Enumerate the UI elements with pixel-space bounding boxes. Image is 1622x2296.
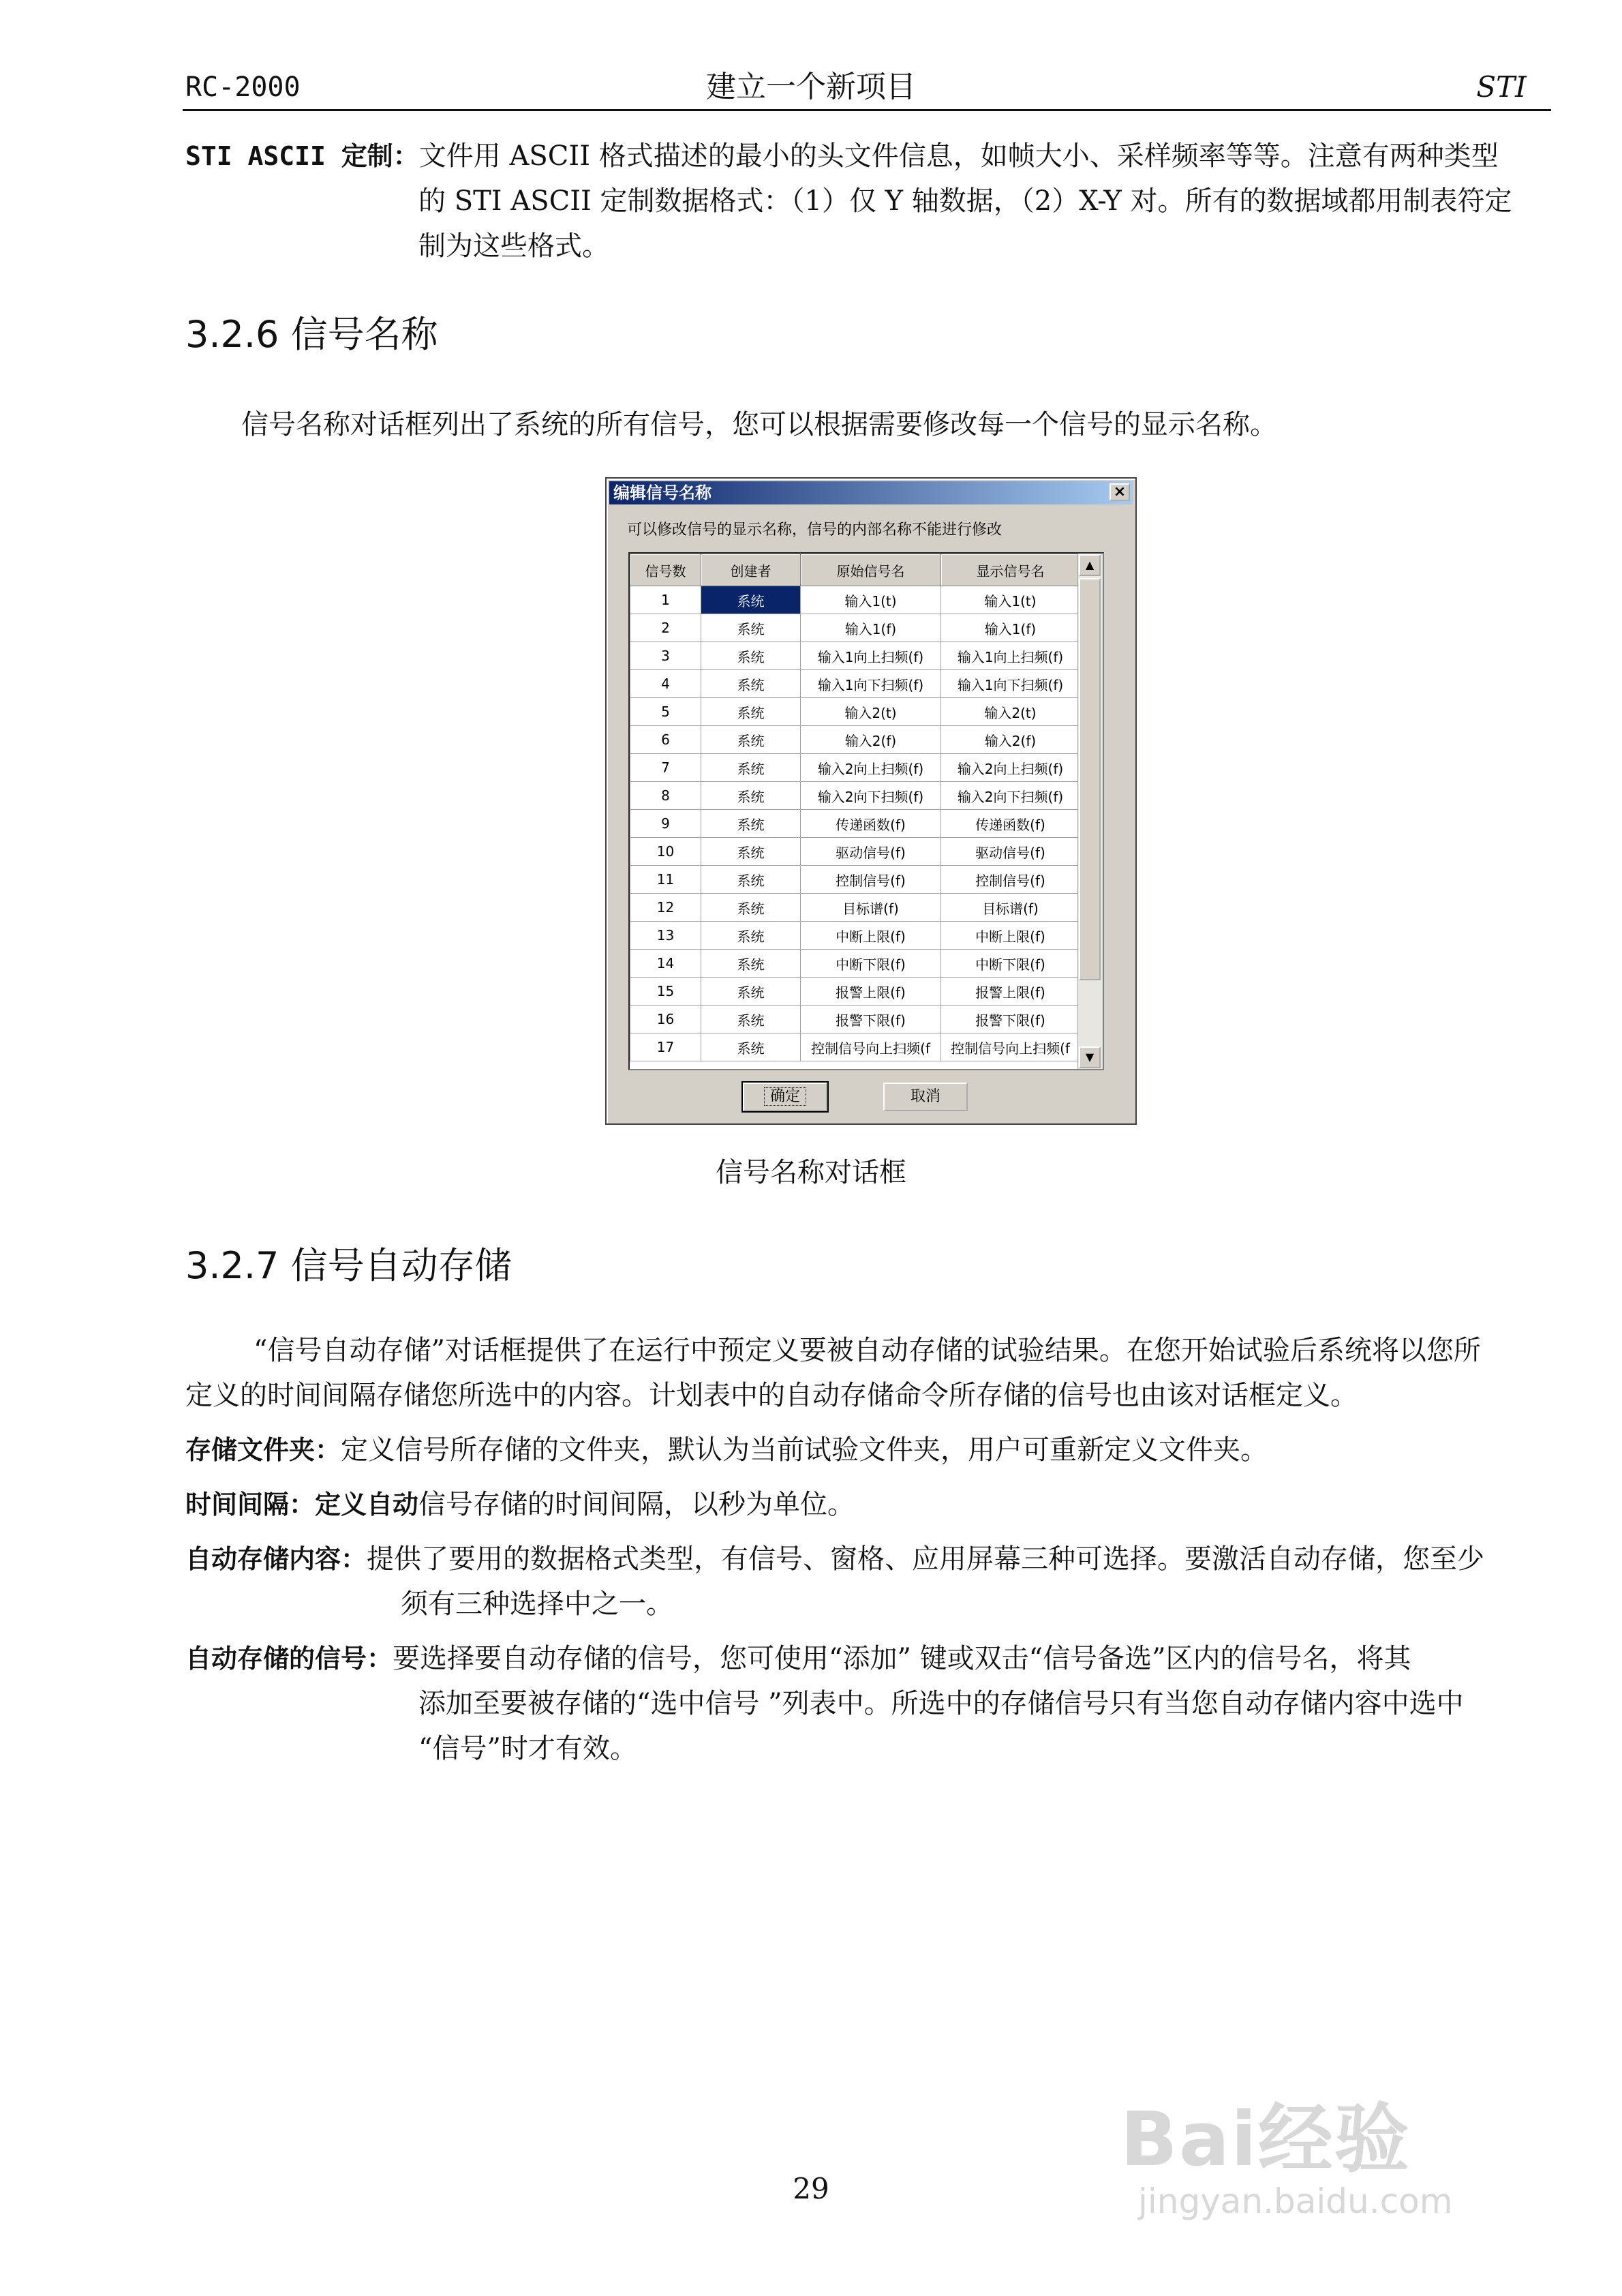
cell-original-name: 传递函数(f) bbox=[801, 810, 941, 838]
baidu-watermark bbox=[1120, 2079, 1502, 2229]
table-row[interactable] bbox=[630, 1033, 1080, 1061]
cell-index: 8 bbox=[630, 782, 701, 810]
cell-original-name: 目标谱(f) bbox=[801, 894, 941, 922]
table-row[interactable] bbox=[630, 950, 1080, 978]
cell-index: 5 bbox=[630, 698, 701, 726]
cell-original-name: 控制信号(f) bbox=[801, 866, 941, 894]
cell-creator: 系统 bbox=[701, 698, 801, 726]
cell-display-name[interactable]: 输入1(f) bbox=[941, 614, 1080, 642]
signals-term: 自动存储的信号： bbox=[185, 1644, 393, 1674]
cell-display-name[interactable]: 目标谱(f) bbox=[941, 894, 1080, 922]
cell-display-name[interactable]: 驱动信号(f) bbox=[941, 838, 1080, 866]
cell-display-name[interactable]: 控制信号向上扫频(f bbox=[941, 1033, 1080, 1061]
column-header-display-name[interactable]: 显示信号名 bbox=[941, 554, 1080, 586]
column-header-original-name[interactable]: 原始信号名 bbox=[801, 554, 941, 586]
cell-creator: 系统 bbox=[701, 782, 801, 810]
cell-original-name: 报警下限(f) bbox=[801, 1006, 941, 1033]
cell-creator: 系统 bbox=[701, 586, 801, 614]
cell-creator: 系统 bbox=[701, 978, 801, 1006]
content-term: 自动存储内容： bbox=[185, 1544, 367, 1574]
table-row[interactable] bbox=[630, 810, 1080, 838]
section-327-p1-line2: 定义的时间间隔存储您所选中的内容。计划表中的自动存储命令所存储的信号也由该对话框定义。 bbox=[185, 1380, 1358, 1411]
cell-index: 11 bbox=[630, 866, 701, 894]
signals-text-3: “信号”时才有效。 bbox=[418, 1733, 637, 1764]
cell-display-name[interactable]: 传递函数(f) bbox=[941, 810, 1080, 838]
cell-original-name: 输入1向上扫频(f) bbox=[801, 642, 941, 670]
scroll-up-icon[interactable]: ▲ bbox=[1079, 554, 1101, 576]
page-number: 29 bbox=[793, 2172, 829, 2205]
section-heading-326: 3.2.6 信号名称 bbox=[185, 313, 438, 356]
table-row[interactable] bbox=[630, 866, 1080, 894]
cell-original-name: 控制信号向上扫频(f bbox=[801, 1033, 941, 1061]
cell-display-name[interactable]: 控制信号(f) bbox=[941, 866, 1080, 894]
cell-creator: 系统 bbox=[701, 922, 801, 950]
ascii-def-line2: 的 STI ASCII 定制数据格式：（1）仅 Y 轴数据，（2）X-Y 对。所有的数据域都用制表符定 bbox=[418, 185, 1512, 217]
cell-index: 3 bbox=[630, 642, 701, 670]
signals-text-1: 要选择要自动存储的信号，您可使用“添加” 键或双击“信号备选”区内的信号名，将其 bbox=[393, 1643, 1411, 1674]
cell-display-name[interactable]: 输入1(t) bbox=[941, 586, 1080, 614]
cell-display-name[interactable]: 中断下限(f) bbox=[941, 950, 1080, 978]
dialog-note: 可以修改信号的显示名称，信号的内部名称不能进行修改 bbox=[627, 522, 1003, 539]
table-row[interactable] bbox=[630, 978, 1080, 1006]
cell-creator: 系统 bbox=[701, 670, 801, 698]
table-row[interactable] bbox=[630, 922, 1080, 950]
cell-display-name[interactable]: 输入2(f) bbox=[941, 726, 1080, 754]
cell-index: 9 bbox=[630, 810, 701, 838]
cell-creator: 系统 bbox=[701, 726, 801, 754]
cell-creator: 系统 bbox=[701, 1033, 801, 1061]
signal-table bbox=[630, 554, 1080, 1061]
ascii-def-term: STI ASCII 定制： bbox=[185, 141, 419, 171]
table-row[interactable] bbox=[630, 670, 1080, 698]
cell-index: 14 bbox=[630, 950, 701, 978]
column-header-creator[interactable]: 创建者 bbox=[701, 554, 801, 586]
cell-original-name: 输入2(t) bbox=[801, 698, 941, 726]
cell-original-name: 中断下限(f) bbox=[801, 950, 941, 978]
interval-term: 时间间隔：定义自动 bbox=[185, 1490, 419, 1520]
cell-display-name[interactable]: 输入1向上扫频(f) bbox=[941, 642, 1080, 670]
cell-index: 17 bbox=[630, 1033, 701, 1061]
watermark-url: jingyan.baidu.com bbox=[1138, 2181, 1453, 2221]
table-row[interactable] bbox=[630, 698, 1080, 726]
table-row[interactable] bbox=[630, 754, 1080, 782]
close-icon[interactable]: × bbox=[1110, 483, 1130, 501]
cell-creator: 系统 bbox=[701, 950, 801, 978]
folder-definition bbox=[185, 1428, 1268, 1472]
cell-display-name[interactable]: 报警上限(f) bbox=[941, 978, 1080, 1006]
cell-creator: 系统 bbox=[701, 838, 801, 866]
signal-grid[interactable] bbox=[628, 552, 1104, 1070]
cell-index: 10 bbox=[630, 838, 701, 866]
cell-index: 16 bbox=[630, 1006, 701, 1033]
scroll-down-icon[interactable]: ▼ bbox=[1079, 1046, 1101, 1068]
scroll-thumb[interactable] bbox=[1079, 578, 1101, 980]
cell-original-name: 输入1向下扫频(f) bbox=[801, 670, 941, 698]
table-row[interactable] bbox=[630, 838, 1080, 866]
cell-display-name[interactable]: 中断上限(f) bbox=[941, 922, 1080, 950]
cell-original-name: 输入2(f) bbox=[801, 726, 941, 754]
table-header-row bbox=[630, 554, 1080, 586]
cell-index: 12 bbox=[630, 894, 701, 922]
table-row[interactable] bbox=[630, 642, 1080, 670]
content-text-2: 须有三种选择中之一。 bbox=[401, 1588, 673, 1620]
cell-original-name: 驱动信号(f) bbox=[801, 838, 941, 866]
dialog-title: 编辑信号名称 bbox=[613, 483, 711, 502]
interval-text: 信号存储的时间间隔，以秒为单位。 bbox=[418, 1489, 855, 1520]
cell-original-name: 报警上限(f) bbox=[801, 978, 941, 1006]
ascii-def-text-1: 文件用 ASCII 格式描述的最小的头文件信息，如帧大小、采样频率等等。注意有两种类型 bbox=[418, 140, 1499, 172]
cell-original-name: 中断上限(f) bbox=[801, 922, 941, 950]
table-row[interactable] bbox=[630, 782, 1080, 810]
cell-original-name: 输入2向上扫频(f) bbox=[801, 754, 941, 782]
cell-index: 6 bbox=[630, 726, 701, 754]
section-327-p1-line1: “信号自动存储”对话框提供了在运行中预定义要被自动存储的试验结果。在您开始试验后系统将以您所 bbox=[254, 1335, 1481, 1366]
header-rule bbox=[183, 109, 1551, 111]
cell-creator: 系统 bbox=[701, 1006, 801, 1033]
signals-text-2: 添加至要被存储的“选中信号 ”列表中。所选中的存储信号只有当您自动存储内容中选中 bbox=[418, 1688, 1464, 1719]
cell-creator: 系统 bbox=[701, 810, 801, 838]
header-brand: STI bbox=[1476, 70, 1527, 104]
edit-signal-names-dialog bbox=[605, 477, 1137, 1125]
table-row[interactable] bbox=[630, 614, 1080, 642]
cell-display-name[interactable]: 输入2向上扫频(f) bbox=[941, 754, 1080, 782]
cell-original-name: 输入2向下扫频(f) bbox=[801, 782, 941, 810]
table-row[interactable] bbox=[630, 586, 1080, 614]
vertical-scrollbar[interactable] bbox=[1077, 554, 1103, 1069]
cell-original-name: 输入1(f) bbox=[801, 614, 941, 642]
content-definition bbox=[185, 1537, 1484, 1582]
cell-index: 13 bbox=[630, 922, 701, 950]
cell-display-name[interactable]: 输入2向下扫频(f) bbox=[941, 782, 1080, 810]
interval-definition bbox=[185, 1482, 855, 1527]
cell-index: 15 bbox=[630, 978, 701, 1006]
ascii-def-line1 bbox=[185, 134, 1499, 179]
folder-term: 存储文件夹： bbox=[185, 1435, 341, 1465]
cell-creator: 系统 bbox=[701, 866, 801, 894]
section-heading-327: 3.2.7 信号自动存储 bbox=[185, 1244, 512, 1287]
cell-creator: 系统 bbox=[701, 642, 801, 670]
watermark-brand: Bai经验 bbox=[1120, 2096, 1411, 2183]
ok-button-label: 确定 bbox=[764, 1087, 806, 1106]
table-row[interactable] bbox=[630, 726, 1080, 754]
cancel-button[interactable]: 取消 bbox=[883, 1083, 968, 1111]
cell-index: 1 bbox=[630, 586, 701, 614]
cell-display-name[interactable]: 报警下限(f) bbox=[941, 1006, 1080, 1033]
cell-creator: 系统 bbox=[701, 614, 801, 642]
cell-original-name: 输入1(t) bbox=[801, 586, 941, 614]
content-text-1: 提供了要用的数据格式类型，有信号、窗格、应用屏幕三种可选择。要激活自动存储，您至少 bbox=[367, 1543, 1485, 1575]
figure-caption: 信号名称对话框 bbox=[716, 1157, 906, 1188]
table-row[interactable] bbox=[630, 1006, 1080, 1033]
folder-text: 定义信号所存储的文件夹，默认为当前试验文件夹，用户可重新定义文件夹。 bbox=[341, 1434, 1268, 1466]
ok-button[interactable] bbox=[743, 1083, 827, 1111]
header-chapter-title: 建立一个新项目 bbox=[706, 70, 916, 104]
cell-index: 2 bbox=[630, 614, 701, 642]
ascii-def-line3: 制为这些格式。 bbox=[418, 230, 609, 262]
table-row[interactable] bbox=[630, 894, 1080, 922]
dialog-titlebar[interactable] bbox=[609, 481, 1133, 504]
cell-index: 7 bbox=[630, 754, 701, 782]
column-header-index[interactable]: 信号数 bbox=[630, 554, 701, 586]
cell-display-name[interactable]: 输入2(t) bbox=[941, 698, 1080, 726]
section-326-intro: 信号名称对话框列出了系统的所有信号，您可以根据需要修改每一个信号的显示名称。 bbox=[241, 409, 1277, 440]
cell-index: 4 bbox=[630, 670, 701, 698]
cell-display-name[interactable]: 输入1向下扫频(f) bbox=[941, 670, 1080, 698]
header-doc-code: RC-2000 bbox=[185, 72, 301, 103]
cell-creator: 系统 bbox=[701, 894, 801, 922]
cell-creator: 系统 bbox=[701, 754, 801, 782]
signals-definition bbox=[185, 1636, 1411, 1681]
